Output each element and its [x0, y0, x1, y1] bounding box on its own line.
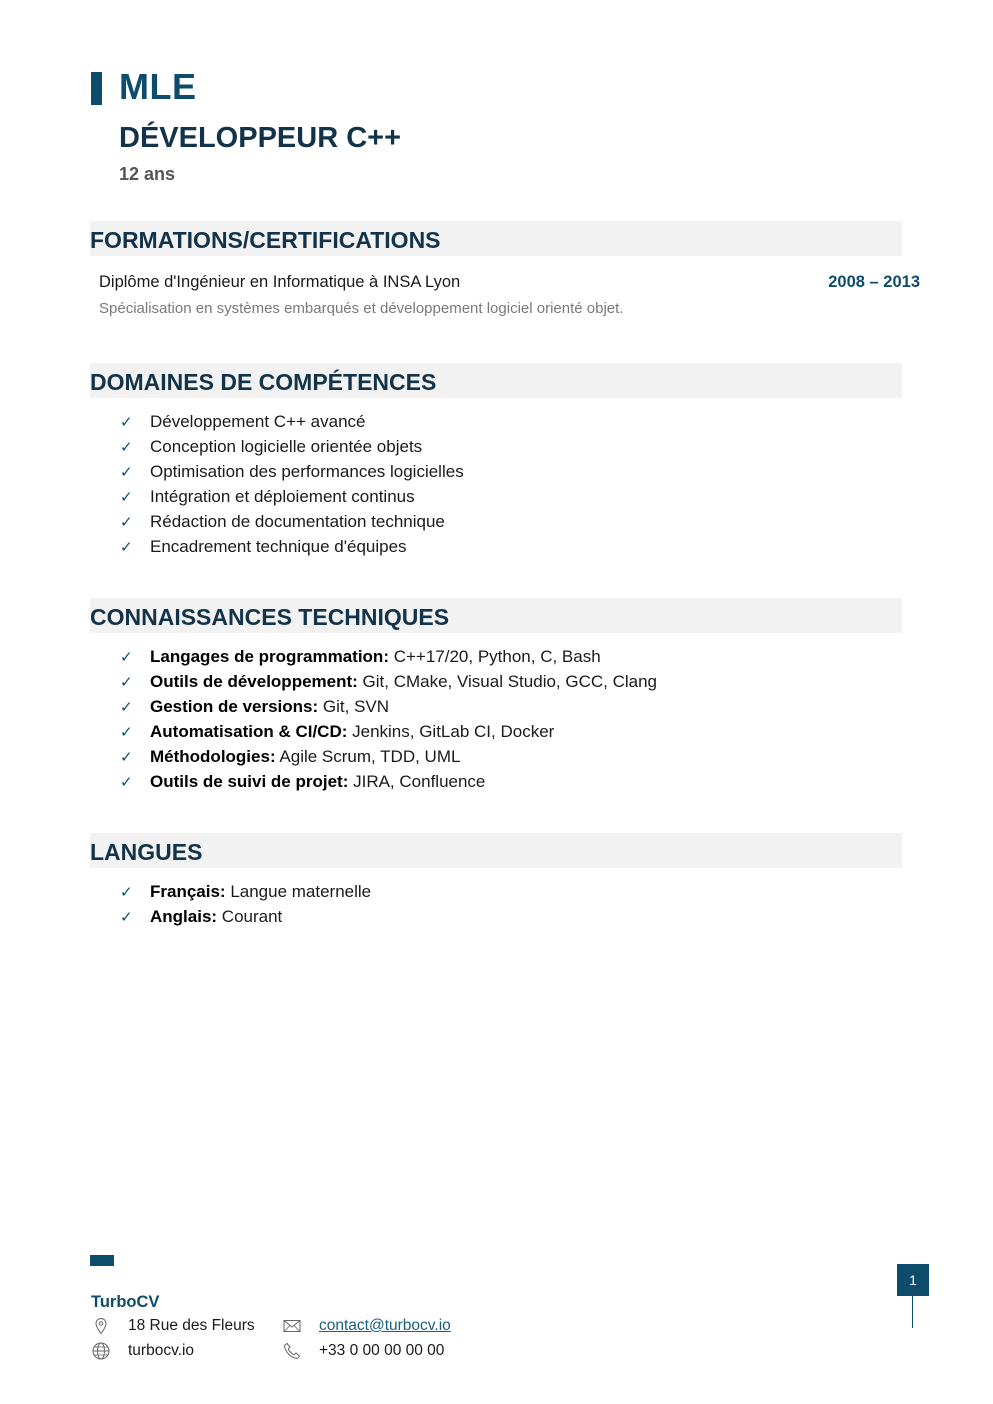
skills-list — [120, 409, 464, 559]
list-item: ✓ Gestion de versions: Git, SVN — [120, 694, 657, 719]
section-heading: DOMAINES DE COMPÉTENCES — [90, 369, 437, 395]
check-icon: ✓ — [120, 489, 133, 506]
email-link[interactable]: contact@turbocv.io — [319, 1317, 451, 1334]
candidate-name: MLE — [119, 66, 197, 107]
list-item: ✓ Rédaction de documentation technique — [120, 509, 464, 534]
check-icon: ✓ — [120, 909, 133, 926]
check-icon: ✓ — [120, 514, 133, 531]
list-item: ✓ Intégration et déploiement continus — [120, 484, 464, 509]
section-heading: LANGUES — [90, 839, 203, 865]
list-item: ✓ Méthodologies: Agile Scrum, TDD, UML — [120, 744, 657, 769]
check-icon: ✓ — [120, 724, 133, 741]
footer-brand: TurboCV — [91, 1293, 160, 1311]
phone-icon — [282, 1341, 302, 1361]
check-icon: ✓ — [120, 749, 133, 766]
list-item: ✓ Outils de développement: Git, CMake, Visual Studio, GCC, Clang — [120, 669, 657, 694]
education-description: Spécialisation en systèmes embarqués et développement logiciel orienté objet. — [99, 300, 624, 317]
footer-email — [282, 1316, 451, 1336]
globe-icon — [91, 1341, 111, 1361]
education-title: Diplôme d'Ingénieur en Informatique à INSA Lyon — [99, 273, 461, 291]
name-accent-bar — [91, 72, 102, 105]
list-item: ✓ Développement C++ avancé — [120, 409, 464, 434]
check-icon: ✓ — [120, 884, 133, 901]
page-number: 1 — [897, 1264, 929, 1296]
list-item: ✓ Langages de programmation: C++17/20, Python, C, Bash — [120, 644, 657, 669]
list-item: ✓ Anglais: Courant — [120, 904, 371, 929]
list-item: ✓ Automatisation & CI/CD: Jenkins, GitLab CI, Docker — [120, 719, 657, 744]
experience-years: 12 ans — [119, 164, 176, 184]
check-icon: ✓ — [120, 439, 133, 456]
languages-list — [120, 879, 371, 929]
list-item: ✓ Français: Langue maternelle — [120, 879, 371, 904]
job-title: DÉVELOPPEUR C++ — [119, 122, 402, 154]
section-skills — [90, 363, 902, 398]
check-icon: ✓ — [120, 414, 133, 431]
list-item: ✓ Outils de suivi de projet: JIRA, Confluence — [120, 769, 657, 794]
check-icon: ✓ — [120, 674, 133, 691]
check-icon: ✓ — [120, 464, 133, 481]
footer-website: turbocv.io — [91, 1341, 194, 1361]
section-technical — [90, 598, 902, 633]
footer-address: 18 Rue des Fleurs — [91, 1316, 255, 1336]
section-heading: FORMATIONS/CERTIFICATIONS — [90, 227, 441, 253]
check-icon: ✓ — [120, 539, 133, 556]
check-icon: ✓ — [120, 774, 133, 791]
list-item: ✓ Optimisation des performances logicielles — [120, 459, 464, 484]
section-heading: CONNAISSANCES TECHNIQUES — [90, 604, 450, 630]
section-education — [90, 221, 902, 256]
list-item: ✓ Conception logicielle orientée objets — [120, 434, 464, 459]
list-item: ✓ Encadrement technique d'équipes — [120, 534, 464, 559]
education-years: 2008 – 2013 — [828, 273, 920, 291]
mail-icon — [282, 1316, 302, 1336]
section-languages — [90, 833, 902, 868]
check-icon: ✓ — [120, 649, 133, 666]
footer-phone: +33 0 00 00 00 00 — [282, 1341, 444, 1361]
check-icon: ✓ — [120, 699, 133, 716]
technical-list — [120, 644, 657, 794]
page-number-line — [912, 1296, 913, 1328]
footer-accent-bar — [90, 1255, 114, 1266]
location-icon — [91, 1316, 111, 1336]
